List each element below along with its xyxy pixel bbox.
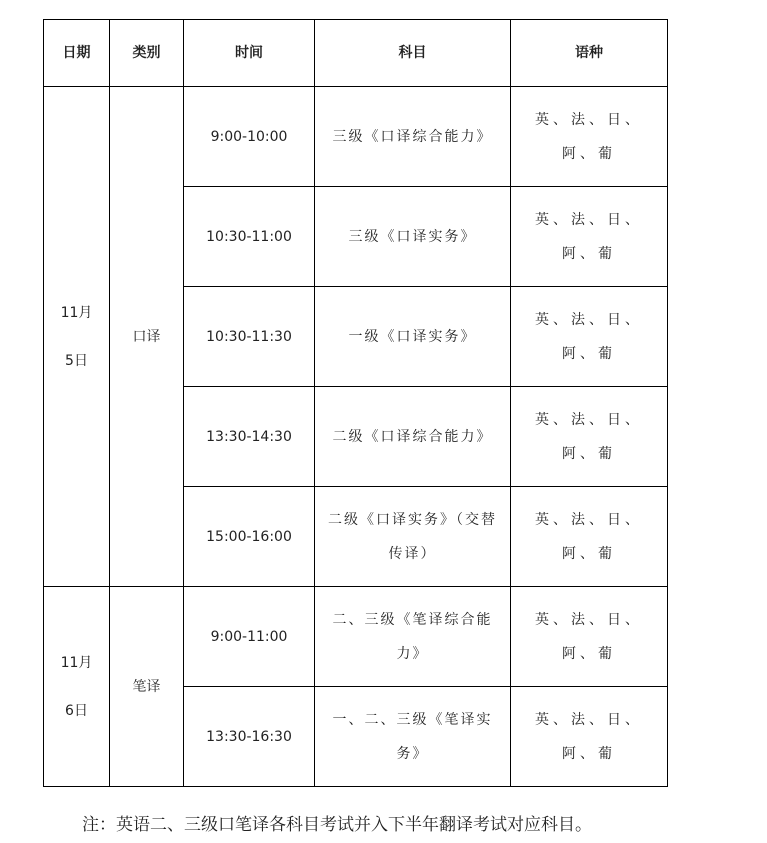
subject-cell xyxy=(315,687,511,787)
exam-schedule-table xyxy=(43,19,668,787)
subject-text: 二级《口译综合能力》 xyxy=(332,428,493,445)
subject-text: 三级《口译实务》 xyxy=(348,228,477,245)
subject-cell xyxy=(315,287,511,387)
language-text: 英、法、日、阿、葡 xyxy=(535,611,643,662)
subject-text: 三级《口译综合能力》 xyxy=(332,128,493,145)
header-language: 语种 xyxy=(511,20,668,87)
language-cell xyxy=(511,487,668,587)
header-category: 类别 xyxy=(110,20,184,87)
language-text: 英、法、日、阿、葡 xyxy=(535,411,643,462)
category-cell: 笔译 xyxy=(110,587,184,787)
language-text: 英、法、日、阿、葡 xyxy=(535,111,643,162)
category-cell: 口译 xyxy=(110,87,184,587)
language-cell xyxy=(511,387,668,487)
language-cell xyxy=(511,287,668,387)
date-cell xyxy=(44,87,110,587)
language-cell xyxy=(511,87,668,187)
subject-cell xyxy=(315,87,511,187)
header-subject: 科目 xyxy=(315,20,511,87)
subject-text: 一级《口译实务》 xyxy=(348,328,477,345)
footnote: 注：英语二、三级口笔译各科目考试并入下半年翻译考试对应科目。 xyxy=(82,815,592,835)
time-cell: 13:30-14:30 xyxy=(184,387,315,487)
language-text: 英、法、日、阿、葡 xyxy=(535,711,643,762)
subject-cell xyxy=(315,387,511,487)
date-day: 6日 xyxy=(65,702,88,719)
language-cell xyxy=(511,187,668,287)
date-day: 5日 xyxy=(65,352,88,369)
table-row xyxy=(44,587,668,687)
date-month: 11月 xyxy=(60,304,93,321)
time-cell: 9:00-11:00 xyxy=(184,587,315,687)
table-row xyxy=(44,87,668,187)
subject-text: 一、二、三级《笔译实务》 xyxy=(332,711,493,762)
subject-cell xyxy=(315,587,511,687)
date-month: 11月 xyxy=(60,654,93,671)
language-cell xyxy=(511,587,668,687)
header-time: 时间 xyxy=(184,20,315,87)
time-cell: 10:30-11:30 xyxy=(184,287,315,387)
subject-cell xyxy=(315,487,511,587)
language-text: 英、法、日、阿、葡 xyxy=(535,211,643,262)
subject-text: 二级《口译实务》（交替传译） xyxy=(328,511,497,562)
header-date: 日期 xyxy=(44,20,110,87)
date-cell xyxy=(44,587,110,787)
language-text: 英、法、日、阿、葡 xyxy=(535,511,643,562)
subject-cell xyxy=(315,187,511,287)
time-cell: 13:30-16:30 xyxy=(184,687,315,787)
header-row xyxy=(44,20,668,87)
language-text: 英、法、日、阿、葡 xyxy=(535,311,643,362)
time-cell: 10:30-11:00 xyxy=(184,187,315,287)
time-cell: 15:00-16:00 xyxy=(184,487,315,587)
language-cell xyxy=(511,687,668,787)
time-cell: 9:00-10:00 xyxy=(184,87,315,187)
subject-text: 二、三级《笔译综合能力》 xyxy=(332,611,493,662)
